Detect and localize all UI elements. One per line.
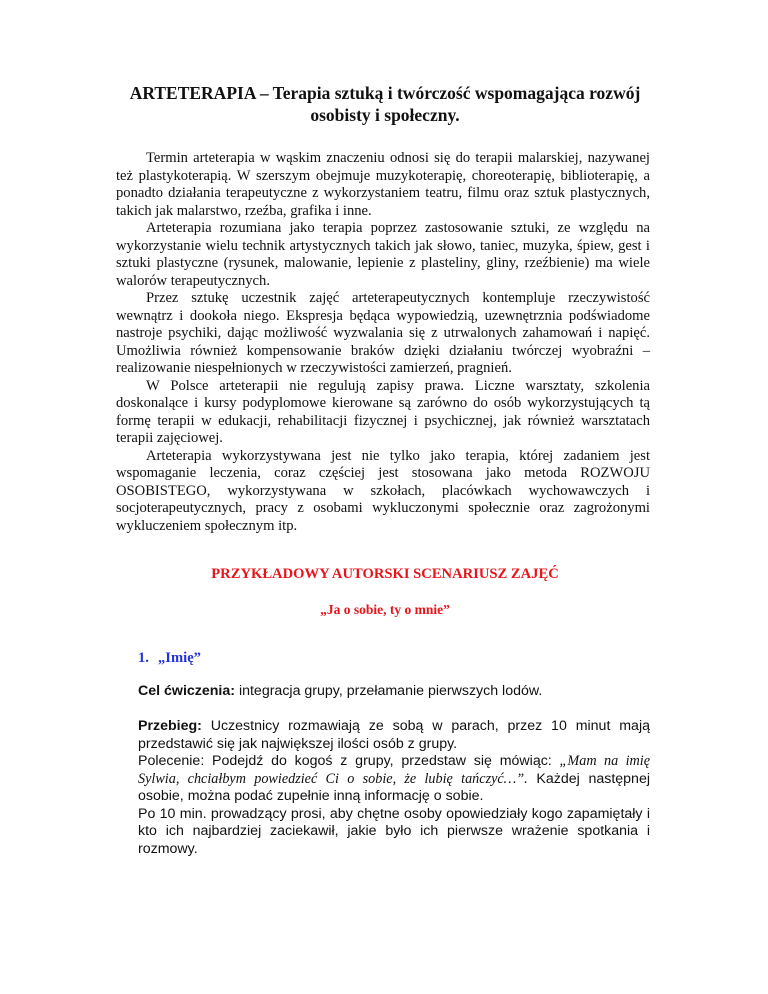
intro-paragraph: Termin arteterapia w wąskim znaczeniu odnosi się do terapii malarskiej, nazywanej też plastykoterapią. W szerszym obejmuje muzykoterapię, choreoterapię, biblioterapię, a ponadto działania terapeutyczne z wykorzystaniem teatru, filmu oraz sztuk plastycznych, takich jak malarstwo, rzeźba, grafika i inne. <box>116 150 650 219</box>
intro-paragraph: Arteterapia rozumiana jako terapia poprzez zastosowanie sztuki, ze względu na wykorzystanie wielu technik artystycznych takich jak słowo, taniec, muzyka, śpiew, gest i sztuki plastyczne (rysunek, malowanie, lepienie z plasteliny, gliny, rzeźbienie) ma wiele walorów terapeutycznych. <box>116 220 650 289</box>
instruction-quote: „Mam na imię Sylwia, chciałbym powiedzieć Ci o sobie, że lubię tańczyć…”. <box>138 753 650 787</box>
course-label: Przebieg: <box>138 718 202 734</box>
goal-text: integracja grupy, przełamanie pierwszych lodów. <box>235 683 543 699</box>
instruction-paragraph <box>138 753 650 806</box>
document-title <box>90 82 680 126</box>
title-line-2: osobisty i społeczny. <box>310 105 460 125</box>
exercise-title: „Imię” <box>158 650 201 666</box>
intro-paragraph: W Polsce arteterapii nie regulują zapisy prawa. Liczne warsztaty, szkolenia doskonalące i kursy podyplomowe kierowane są zarówno do osób wykorzystujących tą formę terapii w edukacji, rehabilitacji fizycznej i psychicznej, jak również warsztatach terapii zajęciowej. <box>116 377 650 446</box>
followup-paragraph: Po 10 min. prowadzący prosi, aby chętne osoby opowiedziały kogo zapamiętały i kto ich najbardziej zaciekawił, jakie było ich pierwsze wrażenie spotkania i rozmowy. <box>138 805 650 857</box>
exercise-goal <box>138 683 650 701</box>
course-paragraph <box>138 718 650 753</box>
intro-section <box>116 150 650 535</box>
intro-paragraph: Arteterapia wykorzystywana jest nie tylko jako terapia, której zadaniem jest wspomaganie leczenia, coraz częściej jest stosowana jako metoda ROZWOJU OSOBISTEGO, wykorzystywana w szkołach, placówkach wychowawczych i socjoterapeutycznych, pracy z osobami wykluczonymi społecznie oraz zagrożonymi wykluczeniem społecznym itp. <box>116 447 650 534</box>
instruction-prefix: Polecenie: Podejdź do kogoś z grupy, przedstaw się mówiąc: <box>138 753 560 769</box>
exercise-course <box>138 718 650 858</box>
title-line-1: ARTETERAPIA – Terapia sztuką i twórczość wspomagająca rozwój <box>129 83 641 103</box>
instruction-suffix: Każdej następnej osobie, można podać zupełnie inną informację o sobie. <box>138 770 650 804</box>
scenario-heading: PRZYKŁADOWY AUTORSKI SCENARIUSZ ZAJĘĆ <box>211 566 559 582</box>
scenario-subtitle: „Ja o sobie, ty o mnie” <box>320 602 450 617</box>
course-text: Uczestnicy rozmawiają ze sobą w parach, przez 10 minut mają przedstawić się jak największej ilości osób z grupy. <box>138 718 650 752</box>
exercise-number: 1. <box>138 650 149 666</box>
exercise-heading <box>138 650 201 667</box>
intro-paragraph: Przez sztukę uczestnik zajęć arteterapeutycznych kontempluje rzeczywistość wewnątrz i dookoła niego. Ekspresja będąca wypowiedzią, uzewnętrznia podświadome nastroje psychiki, dając możliwość wyzwalania się z utrwalonych zahamowań i napięć. Umożliwia również kompensowanie braków dzięki działaniu twórczej wyobraźni – realizowanie niespełnionych w rzeczywistości zamierzeń, pragnień. <box>116 290 650 376</box>
goal-label: Cel ćwiczenia: <box>138 683 235 699</box>
